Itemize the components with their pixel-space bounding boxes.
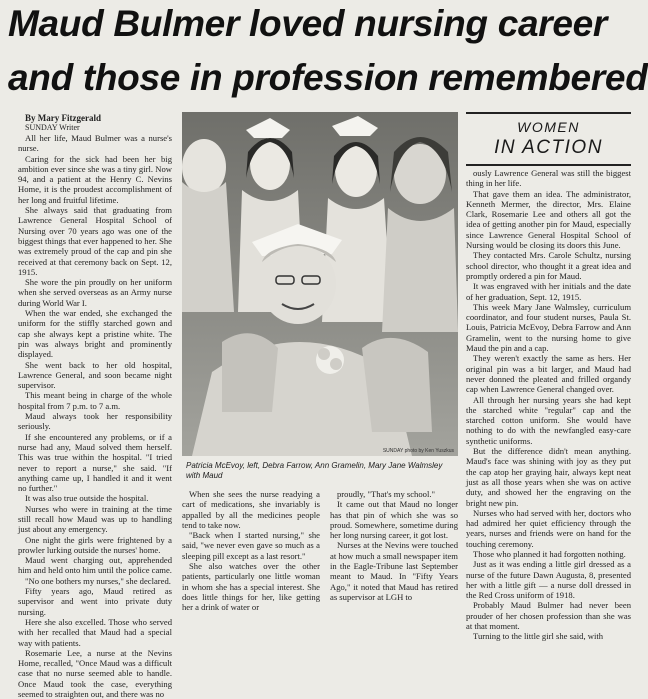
paragraph: This meant being in charge of the whole hospital from 7 p.m. to 7 a.m.	[18, 390, 172, 411]
column-2-body	[182, 489, 320, 613]
paragraph: Maud always took her responsibility seriously.	[18, 411, 172, 432]
paragraph: That gave them an idea. The administrator, Kenneth Mermer, the director, Mrs. Elaine Clark, Rosemarie Lee and others all got the idea of getting another pin for Maud, especially since Lawrence General Hospital School of Nursing would be closing its doors this June.	[466, 188, 631, 251]
paragraph: Nurses who were in training at the time still recall how Maud was up to handling just about any emergency.	[18, 503, 172, 535]
photo-credit: SUNDAY photo by Ken Yuszkus	[382, 448, 454, 454]
byline-role: SUNDAY Writer	[25, 123, 80, 132]
paragraph: "No one bothers my nurses," she declared.	[25, 575, 171, 586]
article-column-4	[466, 168, 631, 642]
paragraph: Caring for the sick had been her big ambition ever since she was a tiny girl. Now 94, and a patient at the Henry C. Nevins Home, it is the proudest accomplishment of her long and fruitful lifetime.	[18, 153, 172, 205]
paragraph: Probably Maud Bulmer had never been prouder of her chosen profession than she was at that moment.	[466, 600, 631, 632]
headline-line-1: Maud Bulmer loved nursing career	[8, 3, 608, 44]
paragraph: Fifty years ago, Maud retired as supervisor and went into private duty nursing.	[18, 586, 172, 617]
paragraph: ously Lawrence General was still the biggest thing in her life.	[466, 168, 631, 189]
paragraph: Turning to the little girl she said, with	[473, 631, 604, 642]
column-1-body	[18, 133, 172, 699]
paragraph: Nurses who had served with her, doctors who had admired her quiet efficiency through the years, nurses and friends were on hand for the touching ceremony.	[466, 507, 631, 549]
photo-illustration	[182, 112, 458, 456]
paragraph: If she encountered any problems, or if a nurse had any, Maud solved them herself. This was true within the hospital. "I tried never to report a nurse," she said. "If anything came up, I handled it and it went no further."	[18, 431, 172, 494]
section-tag-women-in-action	[466, 112, 631, 166]
paragraph: It came out that Maud no longer has that pin of which she was so proud. Somewhere, sometime during her long nursing career, it got lost.	[330, 499, 458, 541]
paragraph: All her life, Maud Bulmer was a nurse's nurse.	[18, 133, 172, 154]
paragraph: When the war ended, she exchanged the uniform for the stiffly starched gown and cap she always kept a pristine white. The pin was always bright and prominently displayed.	[18, 308, 172, 360]
article-photo	[182, 112, 458, 456]
article-column-1	[18, 113, 172, 699]
column-3-body	[330, 489, 458, 602]
paragraph: They weren't exactly the same as hers. Her original pin was a bit larger, and Maud had never donned the pleated and frilled organdy cap when Lawrence General changed over.	[466, 353, 631, 395]
article-column-2	[182, 489, 320, 613]
section-tag-line-2: IN ACTION	[494, 137, 603, 158]
paragraph: "Back when I started nursing," she said, "we never even gave so much as a sleeping pill except as a last resort."	[182, 530, 320, 561]
paragraph: It was also true outside the hospital.	[25, 493, 149, 504]
paragraph: She wore the pin proudly on her uniform when she served overseas as an Army nurse during World War I.	[18, 277, 172, 308]
paragraph: This week Mary Jane Walmsley, curriculum coordinator, and four student nurses, Paula St. Louis, Patricia McEvoy, Debra Farrow and Ann Gramelin, went to the nursing home to give Maud the pin and a cap.	[466, 301, 631, 354]
article-column-3	[330, 489, 458, 602]
paragraph: Those who planned it had forgotten nothing.	[473, 548, 626, 559]
paragraph: Nurses at the Nevins were touched at how much a small newspaper item in the Eagle-Tribune last September meant to Maud. In "Fifty Years Ago," it noted that Maud has retired as supervisor at LGH to	[330, 540, 458, 602]
paragraph: Here she also excelled. Those who served with her recalled that Maud had a special way with patients.	[18, 616, 172, 648]
paragraph: proudly, "That's my school."	[337, 489, 435, 499]
photo-caption: Patricia McEvoy, left, Debra Farrow, Ann Gramelin, Mary Jane Walmsley with Maud	[186, 461, 443, 480]
paragraph: She went back to her old hospital, Lawrence General, and soon became night supervisor.	[18, 359, 172, 391]
paragraph: She always said that graduating from Lawrence General Hospital School of Nursing over 70 years ago was one of the biggest things that ever happened to her. She was extremely proud of the cap and pin she received at that ceremony back on Sept. 12, 1915.	[18, 205, 172, 277]
headline-line-2: and those in profession remembered	[8, 57, 648, 98]
paragraph: She also watches over the other patients, particularly one little woman in whom she has a special interest. She does little things for her, like getting her a drink of water or	[182, 561, 320, 613]
paragraph: Just as it was ending a little girl dressed as a nurse of the future Dawn Augusta, 8, presented her with a little gift — a nurse doll dressed in the Red Cross uniform of 1918.	[466, 559, 631, 601]
paragraph: One night the girls were frightened by a prowler lurking outside the nurses' home.	[18, 534, 172, 555]
paragraph: But the difference didn't mean anything. Maud's face was shining with joy as they put the cap atop her graying hair, always kept neat just as all those years when she was on active duty, and showed her the engraving on the bright new pin.	[466, 446, 631, 508]
column-4-body	[466, 168, 631, 642]
paragraph: All through her nursing years she had kept the starched white "regular" cap and the starched cotton uniform. She would have nothing to do with the newfangled easy-care synthetic uniforms.	[466, 394, 631, 446]
paragraph: Rosemarie Lee, a nurse at the Nevins Home, recalled, "Once Maud was a difficult case that no nurse seemed able to handle. Once Maud took the case, everything seemed to straighten out, and there was no	[18, 647, 172, 699]
paragraph: When she sees the nurse readying a cart of medications, she invariably is appalled by all the medicines people tend to take now.	[182, 489, 320, 530]
byline-author: By Mary Fitzgerald	[25, 113, 101, 123]
paragraph: Maud went charging out, apprehended him and held onto him until the police came.	[18, 555, 172, 576]
section-tag-line-1: WOMEN	[517, 119, 580, 135]
paragraph: They contacted Mrs. Carole Schultz, nursing school director, who thought it a great idea and promptly ordered a pin for Maud.	[466, 250, 631, 281]
paragraph: It was engraved with her initials and the date of her graduation, Sept. 12, 1915.	[466, 281, 631, 302]
